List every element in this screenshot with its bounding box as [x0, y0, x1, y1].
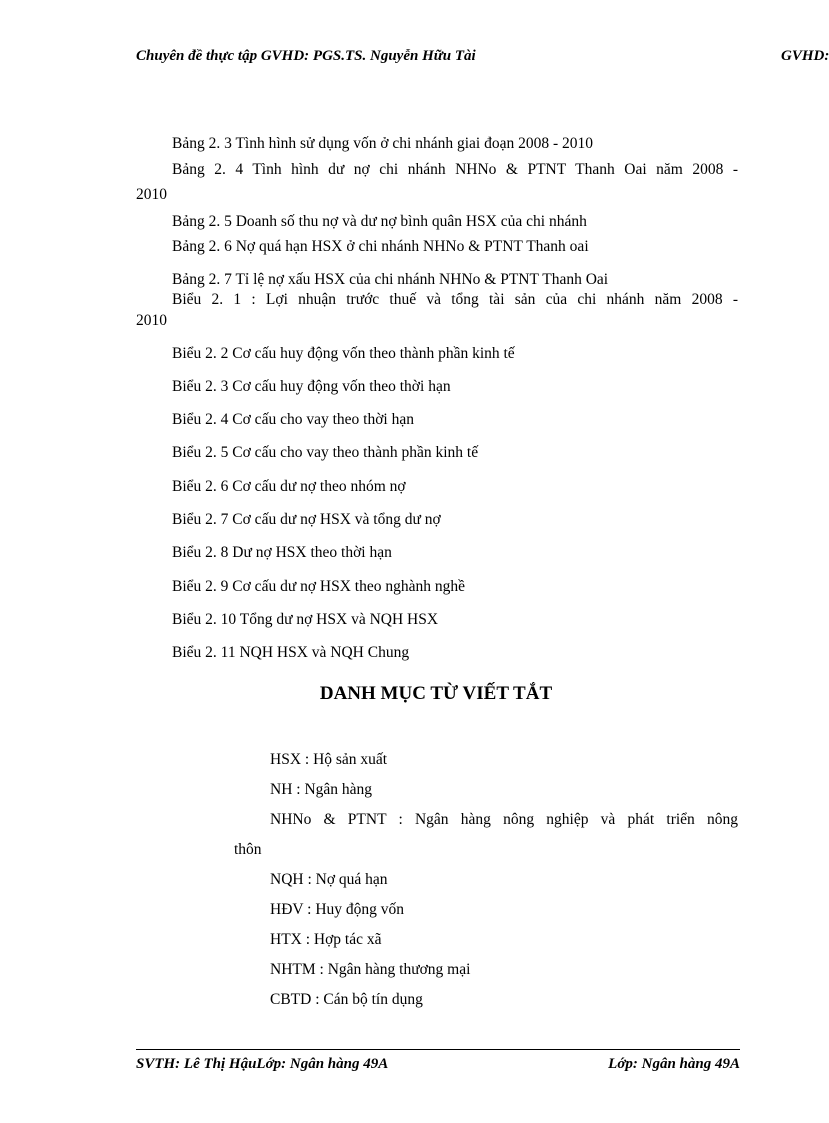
header-right-text: GVHD: — [781, 48, 829, 64]
footer-left-text: SVTH: Lê Thị HậuLớp: Ngân hàng 49A — [136, 1056, 389, 1072]
list-item-bieu-2-5: Biểu 2. 5 Cơ cấu cho vay theo thành phần kinh tế — [172, 444, 479, 461]
list-item-bang-2-4: Bảng 2. 4 Tình hình dư nợ chi nhánh NHNo & PTNT Thanh Oai năm 2008 - — [172, 161, 738, 178]
list-item-bieu-2-7: Biểu 2. 7 Cơ cấu dư nợ HSX và tổng dư nợ — [172, 511, 441, 528]
abbr-item-nqh: NQH : Nợ quá hạn — [270, 871, 388, 888]
list-item-bang-2-5: Bảng 2. 5 Doanh số thu nợ và dư nợ bình quân HSX của chi nhánh — [172, 213, 587, 230]
footer-divider — [136, 1049, 740, 1050]
list-item-bieu-2-11: Biểu 2. 11 NQH HSX và NQH Chung — [172, 644, 410, 661]
list-item-bieu-2-1-cont: 2010 — [136, 312, 167, 329]
footer-right-text: Lớp: Ngân hàng 49A — [608, 1056, 740, 1072]
list-item-bieu-2-8: Biểu 2. 8 Dư nợ HSX theo thời hạn — [172, 544, 392, 561]
list-item-bieu-2-10: Biểu 2. 10 Tổng dư nợ HSX và NQH HSX — [172, 611, 439, 628]
page-header — [136, 48, 829, 72]
list-item-bieu-2-3: Biểu 2. 3 Cơ cấu huy động vốn theo thời hạn — [172, 378, 451, 395]
list-item-bieu-2-2: Biểu 2. 2 Cơ cấu huy động vốn theo thành phần kinh tế — [172, 345, 515, 362]
list-item-bang-2-6: Bảng 2. 6 Nợ quá hạn HSX ở chi nhánh NHNo & PTNT Thanh oai — [172, 238, 589, 255]
list-item-bieu-2-1: Biểu 2. 1 : Lợi nhuận trước thuế và tổng tài sản của chi nhánh năm 2008 - — [172, 291, 738, 308]
abbr-item-cbtd: CBTD : Cán bộ tín dụng — [270, 991, 423, 1008]
list-item-bang-2-4-cont: 2010 — [136, 186, 167, 203]
list-item-bieu-2-9: Biểu 2. 9 Cơ cấu dư nợ HSX theo nghành nghề — [172, 578, 465, 595]
abbr-item-hsx: HSX : Hộ sản xuất — [270, 751, 388, 768]
list-item-bieu-2-6: Biểu 2. 6 Cơ cấu dư nợ theo nhóm nợ — [172, 478, 406, 495]
abbreviations-heading: DANH MỤC TỪ VIẾT TẮT — [319, 683, 553, 704]
list-item-bang-2-3: Bảng 2. 3 Tình hình sử dụng vốn ở chi nhánh giai đoạn 2008 - 2010 — [172, 135, 593, 152]
abbr-item-hdv: HĐV : Huy động vốn — [270, 901, 405, 918]
list-item-bang-2-7: Bảng 2. 7 Tỉ lệ nợ xấu HSX của chi nhánh NHNo & PTNT Thanh Oai — [172, 271, 609, 288]
abbr-item-nhno: NHNo & PTNT : Ngân hàng nông nghiệp và phát triển nông — [270, 811, 738, 828]
page-footer — [136, 1056, 740, 1078]
abbr-item-nhtm: NHTM : Ngân hàng thương mại — [270, 961, 471, 978]
abbr-item-nh: NH : Ngân hàng — [270, 781, 373, 798]
list-item-bieu-2-4: Biểu 2. 4 Cơ cấu cho vay theo thời hạn — [172, 411, 414, 428]
abbr-item-nhno-cont: thôn — [234, 841, 262, 858]
header-left-text: Chuyên đề thực tập GVHD: PGS.TS. Nguyễn Hữu Tài — [136, 48, 476, 64]
abbr-item-htx: HTX : Hợp tác xã — [270, 931, 382, 948]
